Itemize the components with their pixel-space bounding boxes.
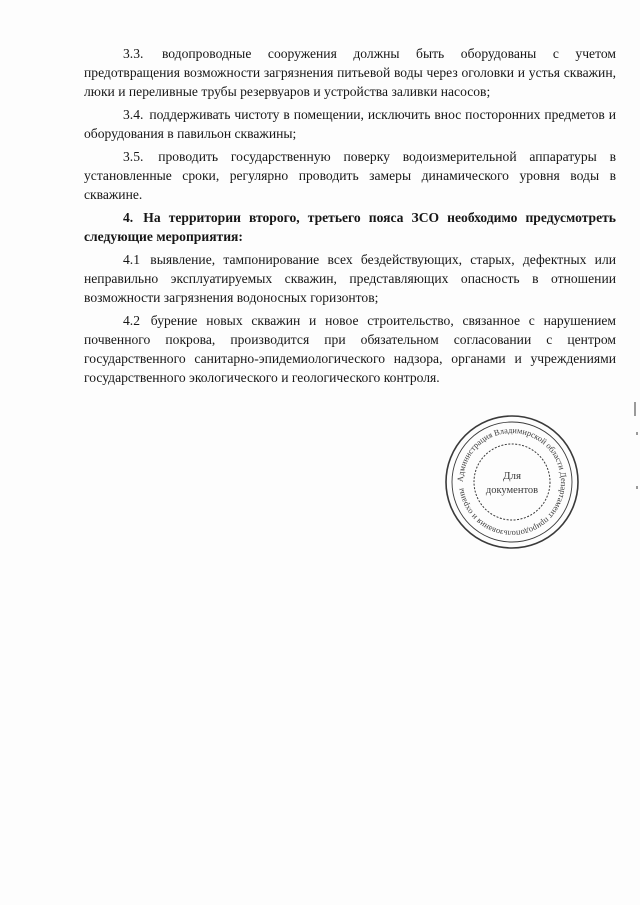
paragraph-4-1 [84,250,616,307]
scan-edge-mark [636,486,638,489]
paragraph-number: 4. [123,210,134,225]
paragraph-4-heading [84,208,616,246]
paragraph-number: 3.5. [123,149,144,164]
paragraph-3-4 [84,105,616,143]
document-body [84,44,616,391]
paragraph-number: 4.1 [123,252,140,267]
stamp-outer-ring [446,416,578,548]
stamp-center-line-1: Для [502,470,522,482]
paragraph-3-5 [84,147,616,204]
paragraph-number: 3.3. [123,46,144,61]
stamp-inner-ring [474,444,550,520]
scan-edge-mark [634,402,636,416]
paragraph-text: На территории второго, третьего пояса ЗСО необходимо предусмотреть следующие мероприятия: [84,210,617,244]
stamp-middle-ring [452,422,572,542]
paragraph-text: проводить государственную поверку водоизмерительной аппаратуры в установленные сроки, регулярно проводить замеры динамического уровня воды в скважине. [84,149,616,202]
official-stamp [442,412,582,552]
paragraph-3-3 [84,44,616,101]
paragraph-4-2 [84,311,616,387]
stamp-center-line-2: документов [485,485,539,496]
paragraph-number: 3.4. [123,107,144,122]
paragraph-text: выявление, тампонирование всех бездействующих, старых, дефектных или неправильно эксплуатируемых скважин, представляющих опасность в отношении возможности загрязнения водоносных горизонтов; [84,252,617,305]
stamp-ring-text: Администрация Владимирской области Департамент природопользования и охраны [455,425,569,539]
scan-edge-mark [636,432,638,435]
paragraph-number: 4.2 [123,313,140,328]
paragraph-text: поддерживать чистоту в помещении, исключить внос посторонних предметов и оборудования в павильон скважины; [84,107,617,141]
paragraph-text: бурение новых скважин и новое строительство, связанное с нарушением почвенного покрова, производится при обязательном согласовании с центром государственного санитарно-эпидемиологического надзора, органами и учреждениями государственного экологического и геологического контроля. [84,313,616,385]
paragraph-text: водопроводные сооружения должны быть оборудованы с учетом предотвращения возможности загрязнения питьевой воды через оголовки и устья скважин, люки и переливные трубы резервуаров и устройства заливки насосов; [84,46,616,99]
